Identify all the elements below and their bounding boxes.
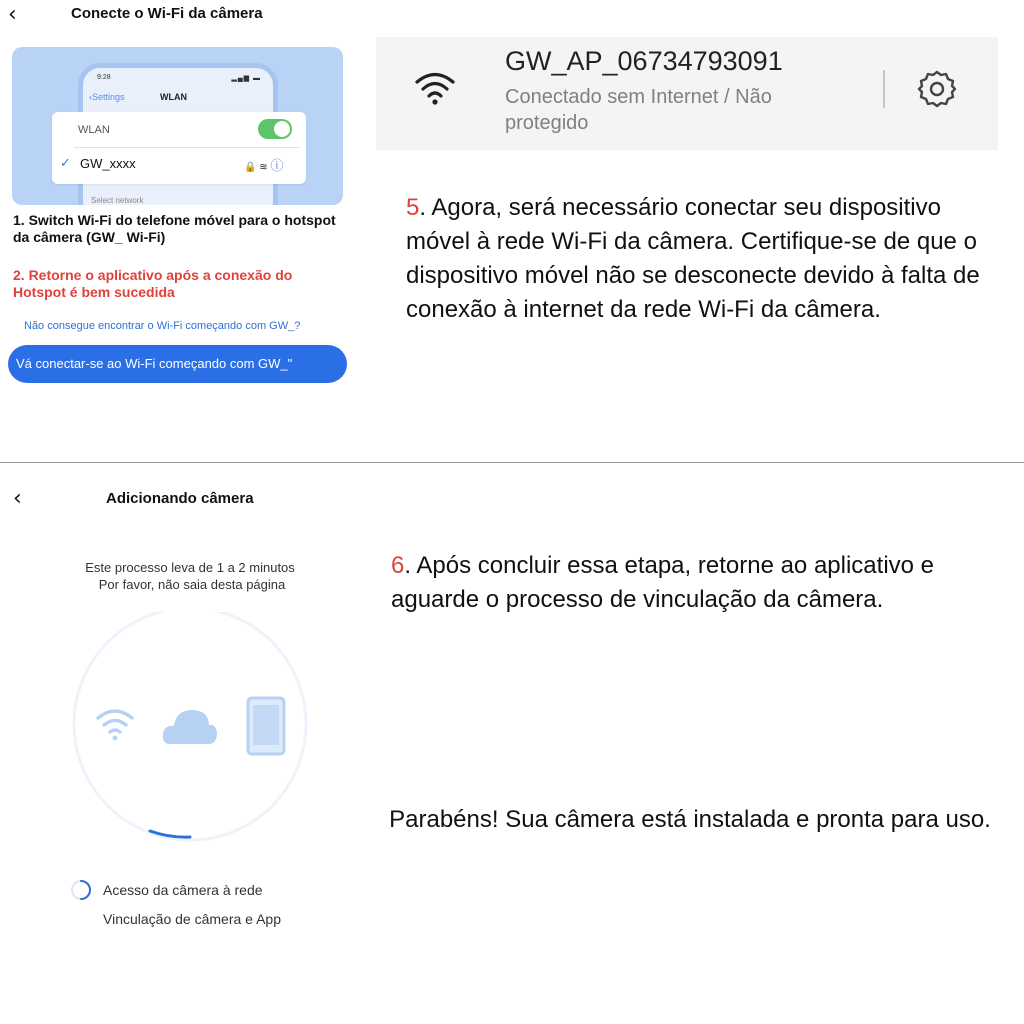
cant-find-wifi-link[interactable]: Não consegue encontrar o Wi-Fi começando com GW_? [24, 320, 301, 332]
congrats-message: Parabéns! Sua câmera está instalada e pronta para uso. [389, 806, 991, 833]
lock-wifi-info-icons [244, 155, 283, 174]
wifi-network-row[interactable] [376, 37, 998, 150]
section-divider [0, 462, 1024, 463]
connect-wifi-button[interactable]: Vá conectar-se ao Wi-Fi começando com GW_" [8, 345, 347, 383]
instruction-6-number: 6 [391, 552, 405, 579]
wifi-status: Conectado sem Internet / Não protegido [505, 86, 772, 134]
phone-wlan-title: WLAN [160, 92, 187, 102]
gear-icon[interactable] [917, 69, 957, 109]
phone-time: 9:28 [97, 74, 111, 81]
back-chevron-icon[interactable]: ‹ [13, 486, 22, 511]
list-divider [74, 147, 300, 148]
step-2-text: 2. Retorne o aplicativo após a conexão do Hotspot é bem sucedida [13, 267, 293, 300]
step-camera-binding: Vinculação de câmera e App [103, 911, 281, 927]
lock-icon: 🔒 [244, 162, 257, 173]
check-icon: ✓ [60, 155, 71, 170]
phone-icon [248, 698, 284, 754]
wifi-icon [98, 711, 132, 740]
phone-settings-back: ‹Settings [89, 92, 125, 102]
instruction-5 [406, 191, 1006, 327]
vertical-divider [883, 70, 885, 108]
loading-spinner-icon [70, 879, 92, 901]
binding-progress-circle [70, 612, 310, 852]
phone-network-name: GW_xxxx [80, 156, 136, 171]
wlan-illustration [12, 47, 343, 205]
phone-wlan-list [52, 112, 306, 184]
instruction-6-text: . Após concluir essa etapa, retorne ao aplicativo e aguarde o processo de vinculação da câmera. [391, 552, 935, 613]
wifi-small-icon: ≋ [259, 162, 268, 173]
back-chevron-icon[interactable]: ‹ [8, 2, 17, 27]
info-icon: ⓘ [270, 158, 284, 173]
wifi-icon [414, 70, 456, 106]
step-network-access: Acesso da câmera à rede [103, 882, 263, 898]
phone-status-icons: ▂▄▆ ▬ [231, 75, 261, 82]
instruction-6 [391, 549, 1001, 617]
instruction-5-number: 5 [406, 194, 420, 221]
cloud-icon [163, 710, 217, 744]
phone-select-network: Select network [91, 196, 144, 205]
phone-wlan-label: WLAN [78, 124, 110, 136]
page-title: Adicionando câmera [106, 490, 254, 507]
page-title: Conecte o Wi-Fi da câmera [71, 5, 263, 22]
stay-on-page-text: Por favor, não saia desta página [98, 577, 286, 592]
process-duration-text: Este processo leva de 1 a 2 minutos [85, 560, 295, 575]
instruction-5-text: . Agora, será necessário conectar seu dispositivo móvel à rede Wi-Fi da câmera. Certifique-se de que o dispositivo móvel não se desconecte devido à falta de conexão à internet da rede Wi-Fi da câmera. [406, 194, 980, 323]
wlan-toggle [258, 119, 292, 139]
step-1-text: 1. Switch Wi-Fi do telefone móvel para o hotspot da câmera (GW_ Wi-Fi) [13, 212, 336, 245]
wifi-ssid: GW_AP_06734793091 [505, 46, 783, 76]
